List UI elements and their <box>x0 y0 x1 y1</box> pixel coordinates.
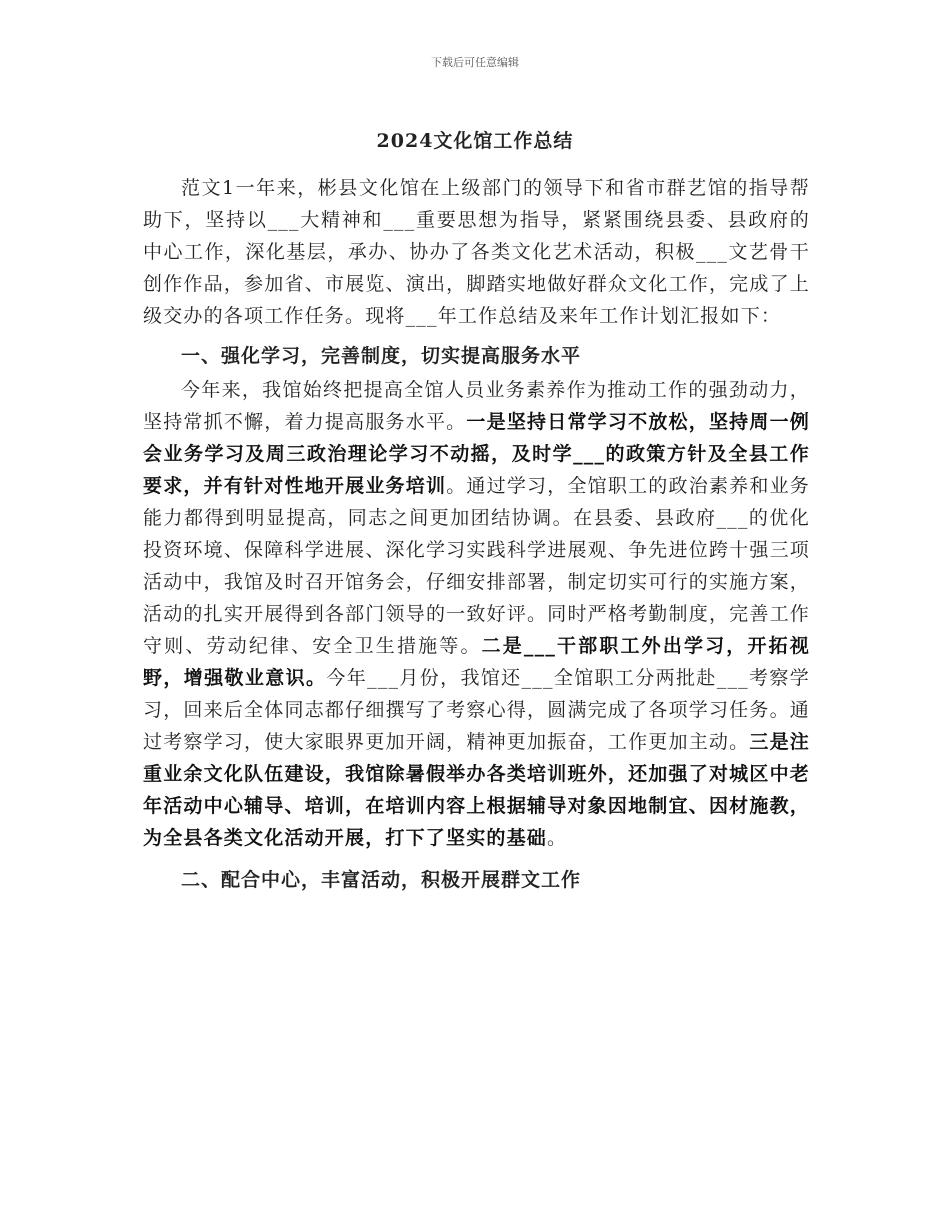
section-1-point-2: 二是___干部职工外出学习，开拓视野，增强敬业意识。 <box>143 635 810 689</box>
section-1-text-a: 今年来，我馆始终把提高全馆人员业务素养作为推动工作的强劲动力，坚持常抓不懈，着力提高服务水平。 <box>143 379 810 433</box>
section-1-text-b: 。通过学习，全馆职工的政治素养和业务能力都得到明显提高，同志之间更加团结协调。在县委、县政府___的优化投资环境、保障科学进展、深化学习实践科学进展观、争先进位跨十强三项活动中，我馆及时召开馆务会，仔细安排部署，制定切实可行的实施方案，活动的扎实开展得到各部门领导的一致好评。同时严格考勤制度，完善工作守则、劳动纪律、安全卫生措施等。 <box>143 475 810 657</box>
document-body <box>143 172 810 896</box>
section-1-point-3: 三是注重业余文化队伍建设，我馆除暑假举办各类培训班外，还加强了对城区中老年活动中心辅导、培训，在培训内容上根据辅导对象因地制宜、因材施教，为全县各类文化活动开展，打下了坚实的基础 <box>143 731 810 849</box>
intro-paragraph: 范文1一年来，彬县文化馆在上级部门的领导下和省市群艺馆的指导帮助下，坚持以___大精神和___重要思想为指导，紧紧围绕县委、县政府的中心工作，深化基层，承办、协办了各类文化艺术活动，积极___文艺骨干创作作品，参加省、市展览、演出，脚踏实地做好群众文化工作，完成了上级交办的各项工作任务。现将___年工作总结及来年工作计划汇报如下： <box>143 177 810 327</box>
section-1-heading: 一、强化学习，完善制度，切实提高服务水平 <box>181 345 582 367</box>
section-1-text-d: 。 <box>547 827 568 849</box>
section-2-heading: 二、配合中心，丰富活动，积极开展群文工作 <box>181 869 582 891</box>
section-1-point-1: 一是坚持日常学习不放松，坚持周一例会业务学习及周三政治理论学习不动摇，及时学___的政策方针及全县工作要求，并有针对性地开展业务培训 <box>143 411 811 497</box>
section-1-paragraph <box>143 374 810 854</box>
header-note: 下载后可任意编辑 <box>431 56 519 69</box>
section-1-text-c: 今年___月份，我馆还___全馆职工分两批赴___考察学习，回来后全体同志都仔细撰写了考察心得，圆满完成了各项学习任务。通过考察学习，使大家眼界更加开阔，精神更加振奋，工作更加主动。 <box>143 667 810 753</box>
document-title: 2024文化馆工作总结 <box>376 130 574 152</box>
